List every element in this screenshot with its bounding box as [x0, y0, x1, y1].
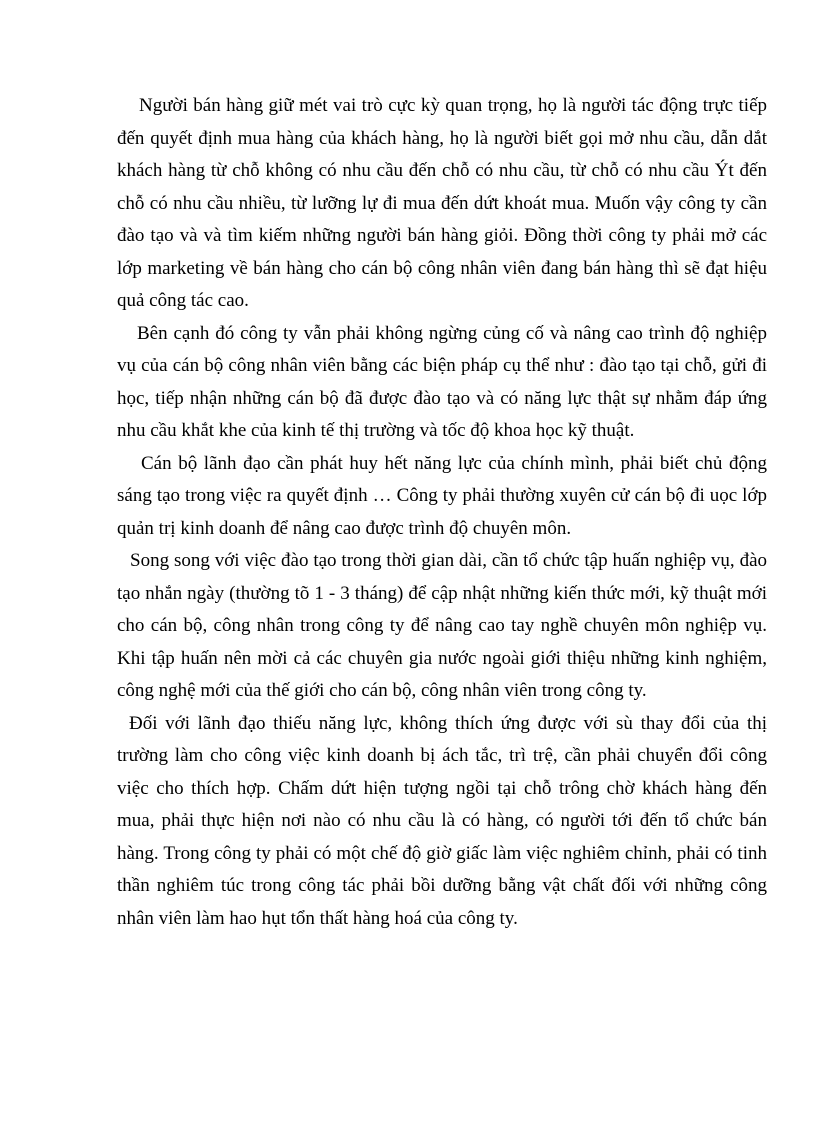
paragraph-staff-training: Bên cạnh đó công ty vẫn phải không ngừng củng cố và nâng cao trình độ nghiệp vụ của cán bộ công nhân viên bằng các biện pháp cụ thể như : đào tạo tại chỗ, gửi đi học, tiếp nhận những cán bộ đã được đào tạo và có năng lực thật sự nhằm đáp ứng nhu cầu khắt khe của kinh tế thị trường và tốc độ khoa học kỹ thuật. — [117, 322, 767, 441]
paragraph-leadership: Cán bộ lãnh đạo cần phát huy hết năng lực của chính mình, phải biết chủ động sáng tạo trong việc ra quyết định … Công ty phải thường xuyên cử cán bộ đi uọc lớp quản trị kinh doanh để nâng cao được trình độ chuyên môn. — [117, 452, 767, 539]
document-body — [117, 90, 767, 935]
paragraph-short-courses: Song song với việc đào tạo trong thời gian dài, cần tổ chức tập huấn nghiệp vụ, đào tạo nhắn ngày (thường tõ 1 - 3 tháng) để cập nhật những kiến thức mới, kỹ thuật mới cho cán bộ, công nhân trong công ty để nâng cao tay nghề chuyên môn nghiệp vụ. Khi tập huấn nên mời cả các chuyên gia nước ngoài giới thiệu những kinh nghiệm, công nghệ mới của thế giới cho cán bộ, công nhân viên trong công ty. — [117, 550, 767, 701]
paragraph-salespeople: Người bán hàng giữ mét vai trò cực kỳ quan trọng, họ là người tác động trực tiếp đến quyết định mua hàng của khách hàng, họ là người biết gọi mở nhu cầu, dẫn dắt khách hàng từ chỗ không có nhu cầu đến chỗ có nhu cầu, từ chỗ có nhu cầu Ýt đến chỗ có nhu cầu nhiều, từ lưỡng lự đi mua đến dứt khoát mua. Muốn vậy công ty cần đào tạo và và tìm kiếm những người bán hàng giỏi. Đồng thời công ty phải mở các lớp marketing về bán hàng cho cán bộ công nhân viên đang bán hàng thì sẽ đạt hiệu quả công tác cao. — [117, 95, 767, 311]
paragraph-reassignment: Đối với lãnh đạo thiếu năng lực, không thích ứng được với sù thay đổi của thị trường làm cho công việc kinh doanh bị ách tắc, trì trệ, cần phải chuyển đổi công việc cho thích hợp. Chấm dứt hiện tượng ngồi tại chỗ trông chờ khách hàng đến mua, phải thực hiện nơi nào có nhu cầu là có hàng, có người tới đến tổ chức bán hàng. Trong công ty phải có một chế độ giờ giấc làm việc nghiêm chỉnh, phải có tinh thần nghiêm túc trong công tác phải bồi dưỡng bằng vật chất đối với những công nhân viên làm hao hụt tổn thất hàng hoá của công ty. — [117, 712, 767, 929]
